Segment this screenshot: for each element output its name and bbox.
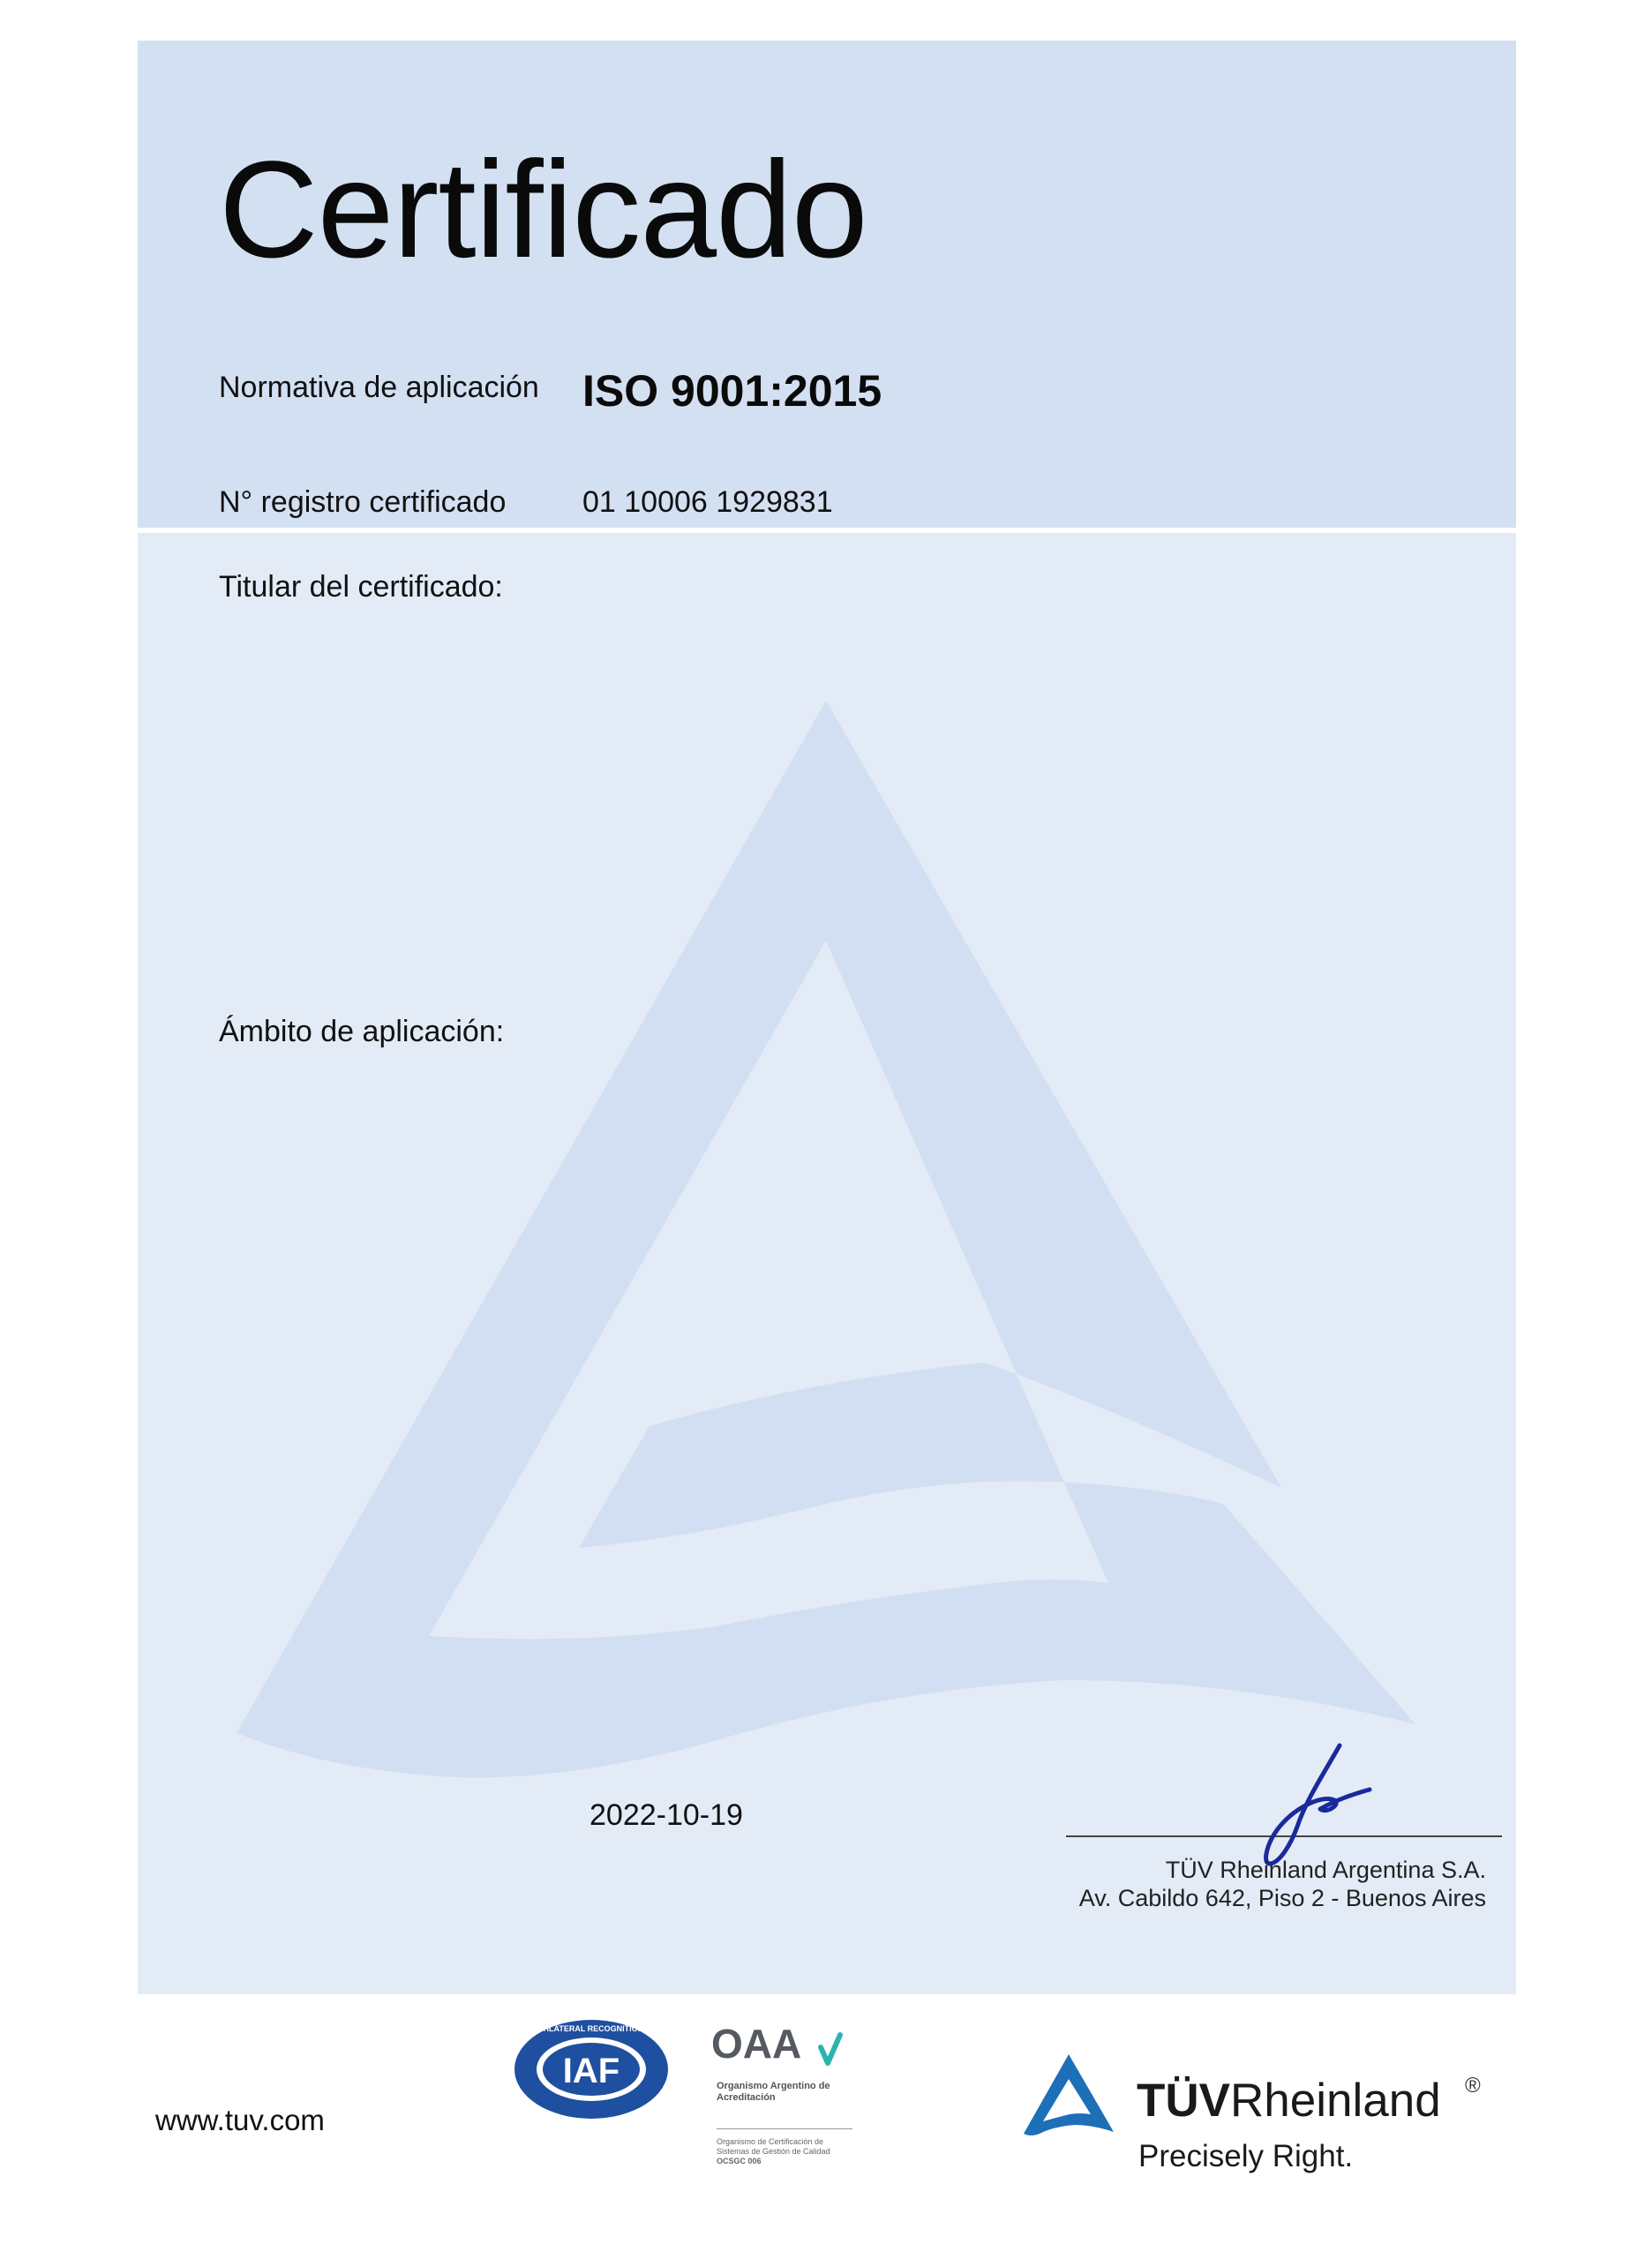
certificate-title: Certificado <box>219 133 867 287</box>
signature-mark <box>1235 1738 1377 1871</box>
oaa-divider <box>717 2128 852 2129</box>
registration-label: N° registro certificado <box>219 485 507 519</box>
tuv-brand-name <box>1137 2075 1441 2127</box>
svg-text:OAA: OAA <box>711 2021 802 2067</box>
standard-label: Normativa de aplicación <box>219 371 539 404</box>
oaa-code: OCSGC 006 <box>717 2157 762 2165</box>
tuv-triangle-icon <box>1022 2053 1115 2141</box>
tuv-tagline: Precisely Right. <box>1138 2139 1354 2173</box>
oaa-note <box>717 2137 858 2166</box>
oaa-note-text: Organismo de Certificación de Sistemas de Gestión de Calidad <box>717 2137 830 2156</box>
oaa-subtitle: Organismo Argentino de Acreditación <box>717 2081 830 2103</box>
iaf-ring-text: MEMBER OF MULTILATERAL RECOGNITION ARRANGEMENT <box>474 2024 709 2033</box>
scope-label: Ámbito de aplicación: <box>219 1015 505 1048</box>
tuv-brand-rest: Rheinland <box>1230 2075 1441 2127</box>
registration-value: 01 10006 1929831 <box>582 485 833 519</box>
issue-date: 2022-10-19 <box>589 1798 743 1832</box>
holder-label: Titular del certificado: <box>219 570 503 604</box>
registered-mark: ® <box>1465 2074 1481 2098</box>
svg-text:IAF: IAF <box>562 2052 620 2090</box>
issuer-name: TÜV Rheinland Argentina S.A. <box>1165 1857 1486 1883</box>
website-link[interactable]: www.tuv.com <box>155 2104 325 2136</box>
iaf-logo <box>474 2017 709 2121</box>
standard-value: ISO 9001:2015 <box>582 366 882 416</box>
issuer-address: Av. Cabildo 642, Piso 2 - Buenos Aires <box>1078 1885 1486 1911</box>
tuv-brand-bold: TÜV <box>1137 2075 1230 2127</box>
oaa-logo <box>711 2021 852 2074</box>
